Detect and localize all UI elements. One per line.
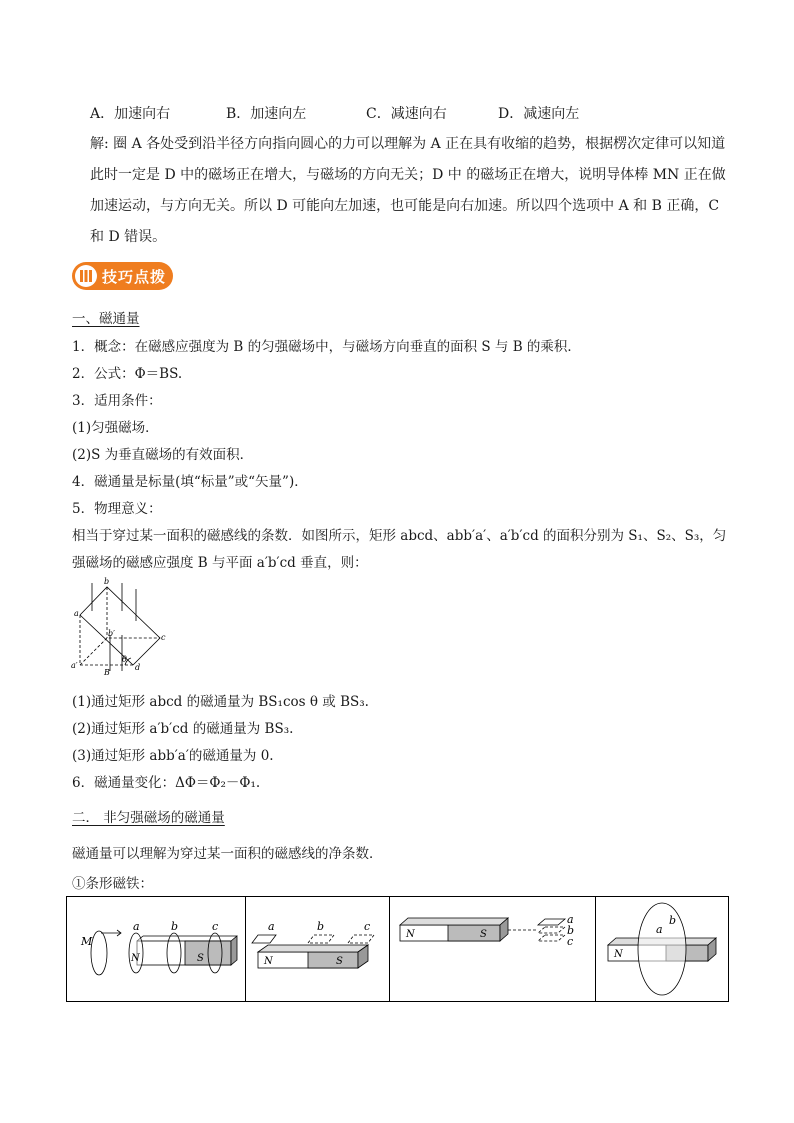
label-N: N <box>614 949 623 960</box>
label-a: a <box>567 913 574 926</box>
book-icon <box>75 265 97 287</box>
label-a: a <box>133 920 140 933</box>
label-c: c <box>364 920 371 933</box>
solution-line: 此时一定是 D 中的磁场正在增大，与磁场的方向无关；D 中 的磁场正在增大，说明导体棒 MN 正在做 <box>90 167 726 183</box>
label-N: N <box>264 956 273 967</box>
label-S: S <box>197 953 204 964</box>
label-b-prime: b′ <box>108 629 115 638</box>
label-M: M <box>81 935 93 948</box>
label-field-b: B <box>104 668 110 675</box>
text-line: (2)通过矩形 a′b′cd 的磁通量为 BS₃. <box>72 721 294 737</box>
label-a: a <box>656 923 663 936</box>
label-N: N <box>131 953 140 964</box>
label-S: S <box>336 956 343 967</box>
solution-line: 和 D 错误。 <box>90 229 167 245</box>
text-line: 4．磁通量是标量(填“标量”或“矢量”)． <box>72 474 308 490</box>
label-theta: θ <box>122 655 127 664</box>
text-line: 相当于穿过某一面积的磁感线的条数．如图所示，矩形 abcd、abb′a′、a′b′cd 的面积分别为 S₁、S₂、S₃，匀 <box>72 528 727 544</box>
magnet-cell-2 <box>246 897 389 1001</box>
text-line: 3．适用条件： <box>72 393 162 409</box>
text-line: 5．物理意义： <box>72 501 162 517</box>
label-a: a <box>74 609 79 618</box>
option-b: B．加速向左 <box>226 106 307 122</box>
label-N: N <box>406 929 415 940</box>
text-line: (1)通过矩形 abcd 的磁通量为 BS₁cos θ 或 BS₃. <box>72 694 369 710</box>
label-S: S <box>480 929 487 940</box>
text-line: 强磁场的磁感应强度 B 与平面 a′b′cd 垂直，则： <box>72 555 368 571</box>
magnet-cell-3 <box>390 897 595 1001</box>
text-line: ①条形磁铁： <box>72 876 153 892</box>
magnet-cell-1 <box>67 897 245 1001</box>
solution-line: 解: 圈 A 各处受到沿半径方向指向圆心的力可以理解为 A 正在具有收缩的趋势，根据楞次定律可以知道 <box>90 136 726 152</box>
badge-label: 技巧点拨 <box>102 268 167 286</box>
section-title-flux: 一、磁通量 <box>72 311 140 327</box>
option-d: D．减速向左 <box>498 106 580 122</box>
label-c: c <box>212 920 219 933</box>
label-a-prime: a′ <box>71 661 78 670</box>
text-line: 1．概念：在磁感应强度为 B 的匀强磁场中，与磁场方向垂直的面积 S 与 B 的乘积． <box>72 339 581 355</box>
option-c: C．减速向右 <box>366 106 447 122</box>
magnet-cell-4 <box>596 897 729 1001</box>
solution-paragraph <box>90 129 730 253</box>
label-b: b <box>104 577 110 586</box>
flux-geometry-figure <box>70 575 170 675</box>
option-a: A．加速向右 <box>90 106 171 122</box>
label-b: b <box>567 924 575 937</box>
label-c: c <box>161 633 166 642</box>
solution-line: 加速运动，与方向无关。所以 D 可能向左加速，也可能是向右加速。所以四个选项中 A 和 B 正确，C <box>90 198 720 214</box>
label-b: b <box>171 920 179 933</box>
label-c: c <box>567 935 574 948</box>
bar-magnet-figure-table <box>66 896 729 1002</box>
text-line: (3)通过矩形 abb′a′的磁通量为 0. <box>72 748 274 764</box>
label-d: d <box>135 663 141 672</box>
text-line: 磁通量可以理解为穿过某一面积的磁感线的净条数． <box>72 846 383 862</box>
label-b: b <box>669 914 677 927</box>
text-line: 6．磁通量变化：ΔΦ＝Φ₂－Φ₁. <box>72 775 261 791</box>
tips-badge <box>72 262 173 290</box>
label-b: b <box>317 920 325 933</box>
section-title-nonuniform: 二． 非匀强磁场的磁通量 <box>72 810 225 826</box>
text-line: 2．公式：Φ＝BS. <box>72 366 183 382</box>
text-line: (1)匀强磁场． <box>72 420 159 436</box>
label-a: a <box>268 920 275 933</box>
text-line: (2)S 为垂直磁场的有效面积． <box>72 447 254 463</box>
